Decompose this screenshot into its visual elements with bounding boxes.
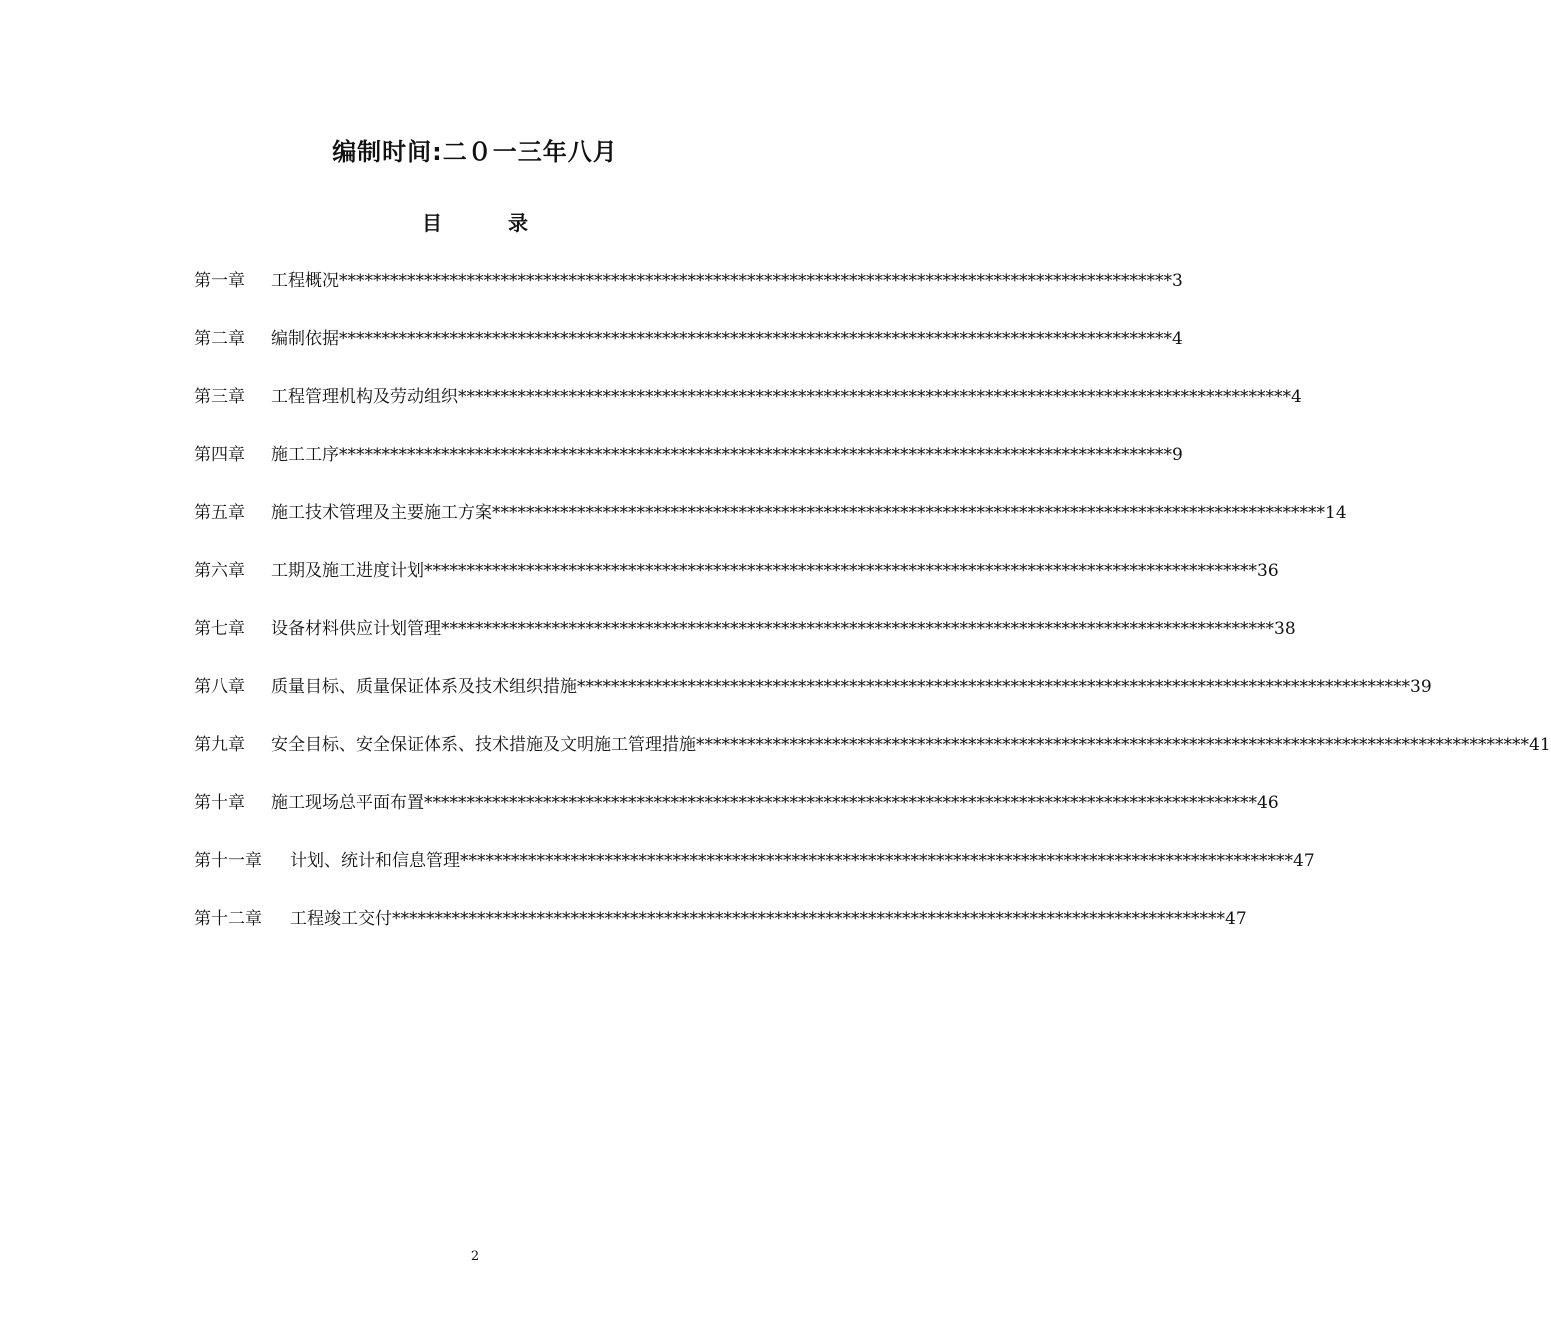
toc-leader: ************************************************************************************************** bbox=[339, 445, 1172, 465]
toc-chapter: 第三章 bbox=[194, 387, 245, 407]
toc-leader: ************************************************************************************************** bbox=[441, 619, 1274, 639]
toc-title: 编制依据 bbox=[271, 329, 339, 349]
toc-entry[interactable] bbox=[194, 266, 1183, 324]
toc-title: 工期及施工进度计划 bbox=[271, 561, 424, 581]
toc-chapter: 第八章 bbox=[194, 677, 245, 697]
toc-title: 施工现场总平面布置 bbox=[271, 793, 424, 813]
toc-chapter: 第一章 bbox=[194, 271, 245, 291]
toc-page: 36 bbox=[1257, 561, 1279, 581]
toc-title: 质量目标、质量保证体系及技术组织措施 bbox=[271, 677, 577, 697]
toc-page: 46 bbox=[1257, 793, 1279, 813]
toc-title: 工程竣工交付 bbox=[290, 909, 392, 929]
toc-heading-char: 目 bbox=[422, 211, 442, 235]
toc-title: 施工工序 bbox=[271, 445, 339, 465]
toc-title: 设备材料供应计划管理 bbox=[271, 619, 441, 639]
toc-leader: ************************************************************************************************** bbox=[392, 909, 1225, 929]
toc-leader: ************************************************************************************************** bbox=[577, 677, 1410, 697]
toc-chapter: 第十章 bbox=[194, 793, 245, 813]
toc-leader: ************************************************************************************************** bbox=[460, 851, 1293, 871]
toc-page: 41 bbox=[1529, 735, 1551, 755]
toc-heading bbox=[0, 206, 950, 240]
toc-leader: ************************************************************************************************** bbox=[424, 561, 1257, 581]
toc-leader: ************************************************************************************************** bbox=[696, 735, 1529, 755]
toc-page: 47 bbox=[1293, 851, 1315, 871]
toc-page: 39 bbox=[1410, 677, 1432, 697]
toc-title: 工程管理机构及劳动组织 bbox=[271, 387, 458, 407]
toc-chapter: 第七章 bbox=[194, 619, 245, 639]
toc-page: 3 bbox=[1172, 271, 1183, 291]
toc-chapter: 第五章 bbox=[194, 503, 245, 523]
toc-heading-char: 录 bbox=[508, 211, 528, 235]
toc-chapter: 第十一章 bbox=[194, 851, 262, 871]
toc-entry[interactable] bbox=[194, 382, 1302, 440]
toc-page: 4 bbox=[1172, 329, 1183, 349]
toc-leader: ************************************************************************************************** bbox=[458, 387, 1291, 407]
toc-entry[interactable] bbox=[194, 672, 1432, 730]
toc-title: 安全目标、安全保证体系、技术措施及文明施工管理措施 bbox=[271, 735, 696, 755]
toc-entry[interactable] bbox=[194, 788, 1279, 846]
toc-leader: ************************************************************************************************** bbox=[424, 793, 1257, 813]
toc-page: 47 bbox=[1225, 909, 1247, 929]
toc-page: 14 bbox=[1325, 503, 1347, 523]
toc-title: 施工技术管理及主要施工方案 bbox=[271, 503, 492, 523]
compile-date: 编制时间:二０一三年八月 bbox=[332, 138, 618, 166]
toc-leader: ************************************************************************************************** bbox=[339, 329, 1172, 349]
toc-leader: ************************************************************************************************** bbox=[339, 271, 1172, 291]
toc-entry[interactable] bbox=[194, 556, 1279, 614]
toc-page: 9 bbox=[1172, 445, 1183, 465]
toc-page: 38 bbox=[1274, 619, 1296, 639]
page-number: 2 bbox=[470, 1249, 480, 1264]
toc-chapter: 第六章 bbox=[194, 561, 245, 581]
toc-chapter: 第二章 bbox=[194, 329, 245, 349]
toc-chapter: 第九章 bbox=[194, 735, 245, 755]
toc-entry[interactable] bbox=[194, 324, 1183, 382]
table-of-contents bbox=[194, 266, 1551, 962]
toc-entry[interactable] bbox=[194, 498, 1347, 556]
toc-title: 工程概况 bbox=[271, 271, 339, 291]
toc-entry[interactable] bbox=[194, 730, 1551, 788]
toc-entry[interactable] bbox=[194, 904, 1247, 962]
toc-chapter: 第四章 bbox=[194, 445, 245, 465]
toc-leader: ************************************************************************************************** bbox=[492, 503, 1325, 523]
toc-entry[interactable] bbox=[194, 846, 1315, 904]
toc-page: 4 bbox=[1291, 387, 1302, 407]
toc-entry[interactable] bbox=[194, 440, 1183, 498]
toc-entry[interactable] bbox=[194, 614, 1296, 672]
toc-chapter: 第十二章 bbox=[194, 909, 262, 929]
toc-title: 计划、统计和信息管理 bbox=[290, 851, 460, 871]
